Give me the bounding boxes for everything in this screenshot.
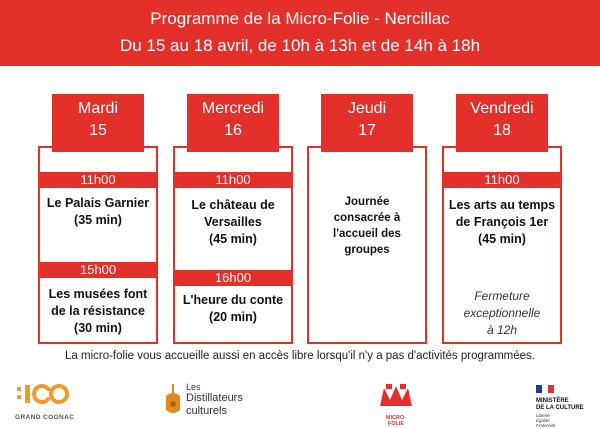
activity-duration: (45 min) [209, 232, 257, 246]
footer-note: La micro-folie vous accueille aussi en accès libre lorsqu'il n'y a pas d'activités programmées. [65, 350, 535, 362]
grand-cognac-label: GRAND COGNAC [15, 414, 75, 421]
activity-title: Les musées font de la résistance [48, 287, 148, 318]
day-header [52, 94, 144, 152]
distillateurs-line-1: Les [186, 382, 201, 392]
day-date: 15 [89, 122, 107, 139]
day-column-mardi [38, 94, 158, 344]
program-title: Programme de la Micro-Folie - Nercillac [150, 9, 450, 28]
micro-folie-logo [378, 382, 414, 427]
distillateurs-logo [162, 382, 272, 420]
alembic-icon [162, 382, 184, 418]
program-dates: Du 15 au 18 avril, de 10h à 13h et de 14h à 18h [119, 36, 481, 55]
day-column-mercredi [173, 94, 293, 344]
devise-line-2: Égalité [536, 418, 550, 423]
time-slot: 15h00 [40, 262, 156, 278]
distillateurs-line-2: Distillateurs [186, 392, 243, 404]
devise-line-3: Fraternité [536, 423, 556, 428]
day-header [321, 94, 413, 152]
day-header [187, 94, 279, 152]
day-date: 17 [358, 122, 376, 139]
ministere-culture-logo [536, 380, 596, 428]
day-name: Mardi [77, 100, 118, 117]
activity-duration: (45 min) [478, 232, 526, 246]
ministere-line-2: DE LA CULTURE [536, 405, 584, 411]
day-message: Journée consacrée à l'accueil des groupes [333, 196, 401, 256]
ministere-line-1: MINISTÈRE [536, 398, 569, 404]
closure-note: Fermeture exceptionnelle à 12h [463, 289, 541, 337]
day-name: Mercredi [201, 100, 265, 117]
micro-folie-mark-icon [378, 382, 414, 410]
grand-cognac-logo [15, 383, 75, 419]
time-slot: 11h00 [40, 172, 156, 188]
micro-folie-label: MICRO-FOLIE [385, 415, 407, 427]
activity-duration: (35 min) [74, 213, 122, 227]
activity-title: L'heure du conte [182, 293, 284, 307]
header-banner [0, 0, 600, 66]
partner-logos [0, 380, 600, 428]
time-slot: 11h00 [175, 172, 291, 188]
activity [177, 197, 289, 248]
day-name: Vendredi [470, 100, 534, 117]
activity [177, 292, 289, 326]
day-date: 18 [493, 122, 511, 139]
french-flag-icon [536, 385, 554, 393]
time-slot: 11h00 [444, 172, 560, 188]
activity-duration: (30 min) [74, 321, 122, 335]
day-column-vendredi [442, 94, 562, 344]
distillateurs-line-3: culturels [186, 405, 227, 417]
activity [42, 286, 154, 337]
activity [42, 195, 154, 229]
day-name: Jeudi [347, 100, 387, 117]
day-column-jeudi [307, 94, 427, 344]
day-header [456, 94, 548, 152]
time-slot: 16h00 [175, 270, 291, 286]
day-date: 16 [224, 122, 242, 139]
activity-title: Le château de Versailles [191, 198, 275, 229]
grand-cognac-mark-icon [15, 383, 75, 407]
activity-duration: (20 min) [209, 310, 257, 324]
activity [446, 197, 558, 248]
activity-title: Le Palais Garnier [46, 196, 150, 210]
activity-title: Les arts au temps de François 1er [448, 198, 556, 229]
devise-line-1: Liberté [536, 413, 550, 418]
